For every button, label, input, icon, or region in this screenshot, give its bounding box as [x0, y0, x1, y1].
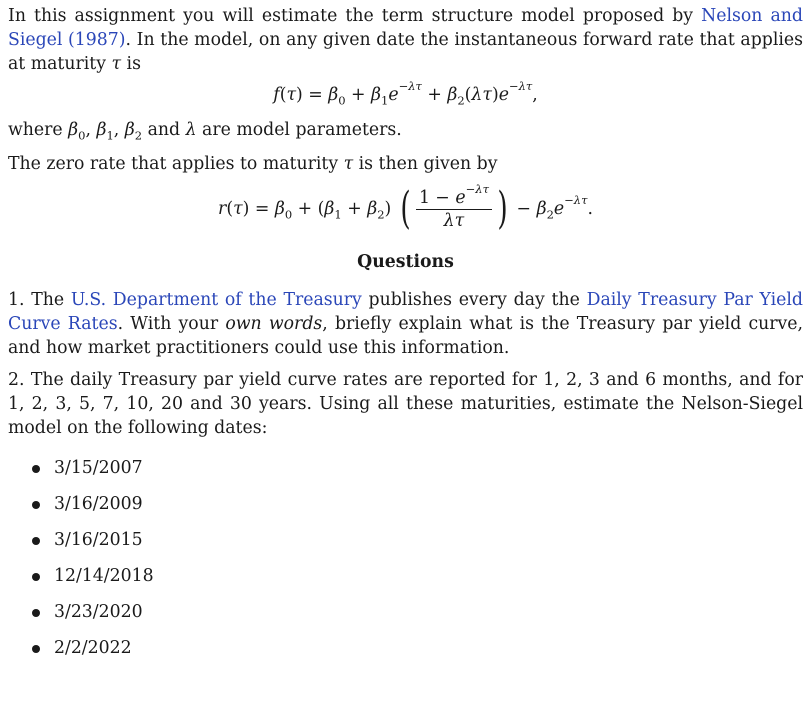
question-1-text-3: . With your [117, 314, 226, 334]
questions-heading: Questions [357, 252, 454, 272]
zero-rate-text-1: The zero rate that applies to maturity [8, 154, 344, 174]
list-item [30, 522, 803, 558]
date-label: 3/23/2020 [54, 602, 143, 622]
intro-text-2: . In the model, on any given date the instantaneous forward rate that applies at maturity [8, 30, 803, 74]
date-label: 3/16/2015 [54, 530, 143, 550]
date-label: 3/16/2009 [54, 494, 143, 514]
question-1-number: 1. [8, 290, 25, 310]
date-label: 2/2/2022 [54, 638, 132, 658]
date-label: 12/14/2018 [54, 566, 154, 586]
dates-list [8, 450, 803, 666]
question-1-text-2: publishes every day the [361, 290, 587, 310]
where-text-2: are model parameters. [196, 120, 402, 140]
question-2-text: The daily Treasury par yield curve rates are reported for 1, 2, 3 and 6 months, and for 1, 2, 3, 5, 7, 10, 20 and 30 years. Using all these maturities, estimate the Nelson-Siegel model on the following dates: [8, 370, 803, 438]
where-paragraph: where $\beta_0$, $\beta_1$, $\beta_2$ and λ are model parameters. [8, 120, 402, 143]
intro-text-3: is [121, 54, 141, 74]
bullet-icon [32, 501, 40, 509]
intro-paragraph [8, 4, 803, 76]
intro-text-1: In this assignment you will estimate the term structure model proposed by [8, 6, 702, 26]
question-1-text-4: , briefly explain what is the Treasury par yield curve, and how market practitioners could use this information. [8, 314, 804, 358]
bullet-icon [32, 537, 40, 545]
question-1 [8, 288, 803, 360]
nelson-siegel-citation-link[interactable]: Nelson and Siegel (1987) [8, 6, 803, 50]
own-words-emphasis: own words [225, 314, 323, 334]
zero-rate-paragraph: The zero rate that applies to maturity τ is then given by [8, 154, 498, 174]
list-item [30, 594, 803, 630]
treasury-department-link[interactable]: U.S. Department of the Treasury [70, 290, 362, 310]
zero-rate-text-2: is then given by [353, 154, 498, 174]
date-label: 3/15/2007 [54, 458, 143, 478]
list-item [30, 486, 803, 522]
bullet-icon [32, 609, 40, 617]
list-item [30, 630, 803, 666]
where-text-1: where [8, 120, 69, 140]
forward-rate-equation: $f(\tau) = \beta_0 + \beta_1e^{-\lambda\tau} + \beta_2(\lambda\tau)e^{-\lambda\tau}$, [273, 79, 538, 108]
question-2 [8, 368, 803, 440]
question-1-text-1: The [31, 290, 71, 310]
bullet-icon [32, 645, 40, 653]
tau-symbol: τ [111, 54, 122, 74]
list-item [30, 450, 803, 486]
question-2-number: 2. [8, 370, 25, 390]
zero-rate-equation: $r(\tau) = \beta_0 + (\beta_1 + \beta_2)$ ( $\frac{1 - e^{-\lambda\tau}}{\lambda\tau}$ ) − $\beta_2e^{-\lambda\tau}$. [218, 181, 593, 234]
bullet-icon [32, 465, 40, 473]
list-item [30, 558, 803, 594]
bullet-icon [32, 573, 40, 581]
par-yield-curve-link[interactable]: Daily Treasury Par Yield Curve Rates [8, 290, 803, 334]
